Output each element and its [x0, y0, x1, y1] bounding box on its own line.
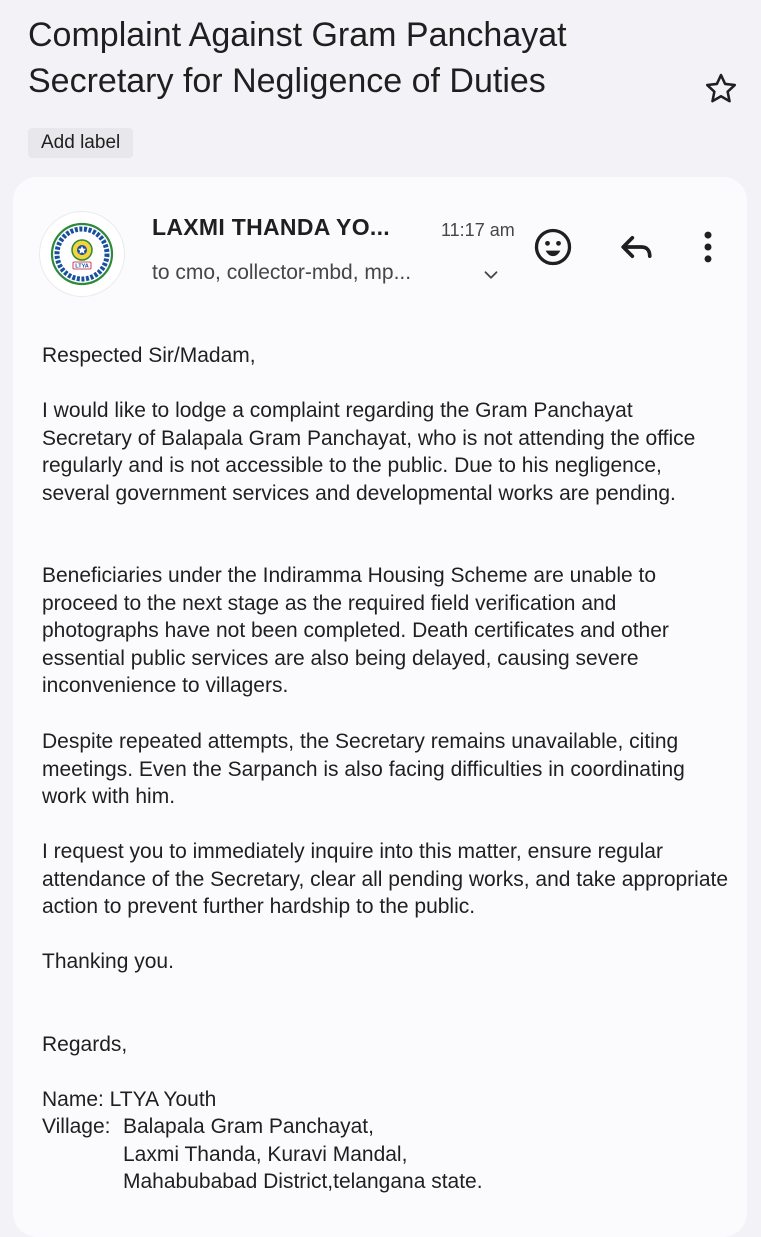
- sender-name[interactable]: LAXMI THANDA YO...: [152, 214, 390, 240]
- signature-village-line: Laxmi Thanda, Kuravi Mandal,: [123, 1143, 408, 1166]
- add-reaction-icon[interactable]: [531, 225, 575, 269]
- signature-village-line: Balapala Gram Panchayat,: [123, 1115, 374, 1138]
- email-subject: Complaint Against Gram Panchayat Secretary for Negligence of Duties: [28, 16, 567, 100]
- email-regards: Regards,: [42, 1033, 128, 1056]
- email-paragraph-4: I request you to immediately inquire into this matter, ensure regular attendance of the Secretary, clear all pending works, and take appropriate action to prevent further hardship to the public.: [42, 840, 729, 918]
- more-vert-icon[interactable]: [686, 225, 730, 269]
- message-time: 11:17 am: [441, 220, 515, 240]
- star-icon[interactable]: [702, 70, 740, 108]
- reply-icon[interactable]: [614, 225, 658, 269]
- recipients-summary[interactable]: to cmo, collector-mbd, mp...: [152, 261, 412, 284]
- add-label-button[interactable]: Add label: [28, 128, 133, 158]
- email-paragraph-1: I would like to lodge a complaint regarding the Gram Panchayat Secretary of Balapala Gram Panchayat, who is not attending the office regularly and is not accessible to the public. Due to his negligence, several government services and developmental works are pending.: [42, 399, 696, 505]
- signature-village-line: Mahabubabad District,telangana state.: [123, 1170, 483, 1193]
- sender-avatar[interactable]: [40, 212, 124, 296]
- email-greeting: Respected Sir/Madam,: [42, 344, 256, 367]
- email-closing: Thanking you.: [42, 950, 174, 973]
- chevron-down-icon[interactable]: [480, 264, 502, 286]
- ltya-logo: [40, 212, 124, 296]
- message-card: [13, 177, 747, 1237]
- email-paragraph-3: Despite repeated attempts, the Secretary remains unavailable, citing meetings. Even the Sarpanch is also facing difficulties in coordinating work with him.: [42, 730, 685, 808]
- svg-text:LTYA: LTYA: [75, 263, 89, 270]
- email-paragraph-2: Beneficiaries under the Indiramma Housing Scheme are unable to proceed to the next stage as the required field verification and photographs have not been completed. Death certificates and other essential public services are also being delayed, causing severe inconvenience to villagers.: [42, 564, 669, 697]
- signature-name: Name: LTYA Youth: [42, 1088, 217, 1111]
- signature-village-label: Village:: [42, 1115, 111, 1138]
